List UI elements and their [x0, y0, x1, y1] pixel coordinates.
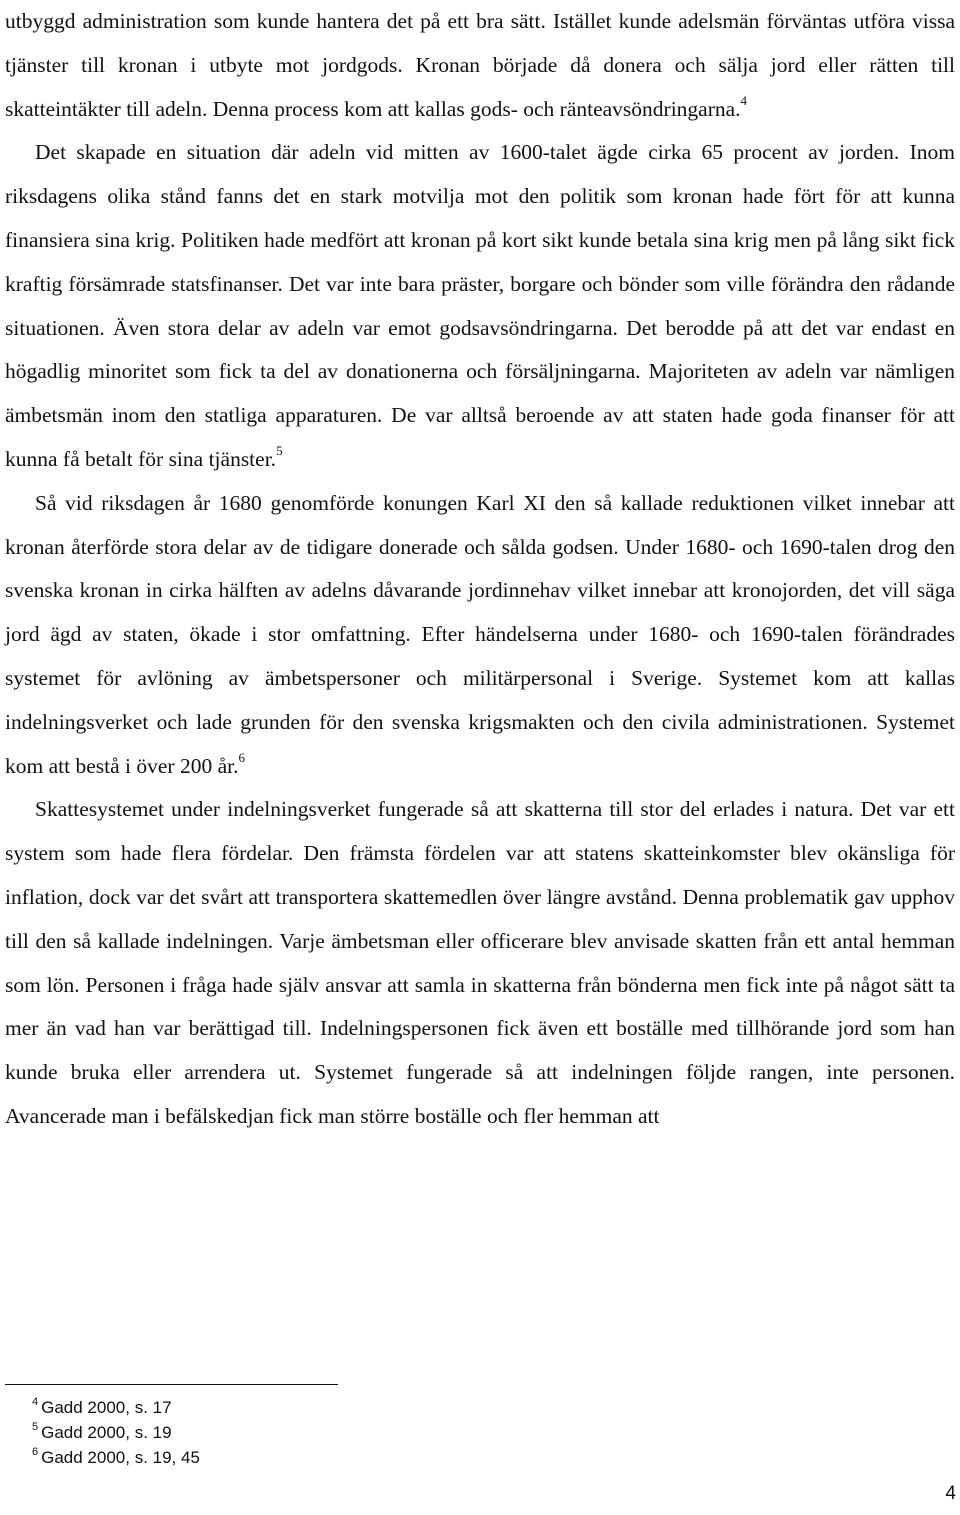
- paragraph-text: Det skapade en situation där adeln vid mitten av 1600-talet ägde cirka 65 procent av jorden. Inom riksdagens olika stånd fanns det en stark motvilja mot den politik som kronan hade fört för att kunna finansiera sina krig. Politiken hade medfört att kronan på kort sikt kunde betala sina krig men på lång sikt fick kraftig försämrade statsfinanser. Det var inte bara präster, borgare och bönder som ville förändra den rådande situationen. Även stora delar av adeln var emot godsavsöndringarna. Det berodde på att det var endast en högadlig minoritet som fick ta del av donationerna och försäljningarna. Majoriteten av adeln var nämligen ämbetsmän inom den statliga apparaturen. De var alltså beroende av att staten hade goda finanser för att kunna få betalt för sina tjänster.: [5, 140, 955, 471]
- footnote-text: Gadd 2000, s. 17: [41, 1398, 172, 1417]
- footnote-reference: 5: [276, 442, 283, 458]
- footnote-number: 5: [32, 1421, 39, 1433]
- footnote-separator: [5, 1384, 338, 1385]
- paragraph: [5, 0, 955, 131]
- footnote: [32, 1395, 200, 1420]
- footnote-number: 6: [32, 1446, 39, 1458]
- page-number: 4: [945, 1483, 956, 1504]
- footnote-text: Gadd 2000, s. 19, 45: [41, 1448, 200, 1467]
- footnote-reference: 6: [238, 749, 245, 765]
- footnote-text: Gadd 2000, s. 19: [41, 1423, 172, 1442]
- paragraph-text: Så vid riksdagen år 1680 genomförde konungen Karl XI den så kallade reduktionen vilket innebar att kronan återförde stora delar av de tidigare donerade och sålda godsen. Under 1680- och 1690-talen drog den svenska kronan in cirka hälften av adelns dåvarande jordinnehav vilket innebar att kronojorden, det vill säga jord ägd av staten, ökade i stor omfattning. Efter händelserna under 1680- och 1690-talen förändrades systemet för avlöning av ämbetspersoner och militärpersonal i Sverige. Systemet kom att kallas indelningsverket och lade grunden för den svenska krigsmakten och den civila administrationen. Systemet kom att bestå i över 200 år.: [5, 490, 955, 778]
- footnote: [32, 1445, 200, 1470]
- paragraph: [5, 788, 955, 1138]
- footnote: [32, 1420, 200, 1445]
- paragraph-text: Skattesystemet under indelningsverket fungerade så att skatterna till stor del erlades i natura. Det var ett system som hade flera fördelar. Den främsta fördelen var att statens skatteinkomster blev okänsliga för inflation, dock var det svårt att transportera skattemedlen över längre avstånd. Denna problematik gav upphov till den så kallade indelningen. Varje ämbetsman eller officerare blev anvisade skatten från ett antal hemman som lön. Personen i fråga hade själv ansvar att samla in skatterna från bönderna men fick inte på något sätt ta mer än vad han var berättigad till. Indelningspersonen fick även ett boställe med tillhörande jord som han kunde bruka eller arrendera ut. Systemet fungerade så att indelningen följde rangen, inte personen. Avancerade man i befälskedjan fick man större boställe och fler hemman att: [5, 797, 955, 1128]
- paragraph-text: utbyggd administration som kunde hantera det på ett bra sätt. Istället kunde adelsmän förväntas utföra vissa tjänster till kronan i utbyte mot jordgods. Kronan började då donera och sälja jord eller rätten till skatteintäkter till adeln. Denna process kom att kallas gods- och ränteavsöndringarna.: [5, 9, 955, 121]
- footnotes: [32, 1395, 200, 1470]
- paragraph: [5, 482, 955, 789]
- footnote-reference: 4: [740, 92, 748, 108]
- body-text: [5, 0, 955, 1139]
- footnote-number: 4: [32, 1396, 39, 1408]
- paragraph: [5, 131, 955, 481]
